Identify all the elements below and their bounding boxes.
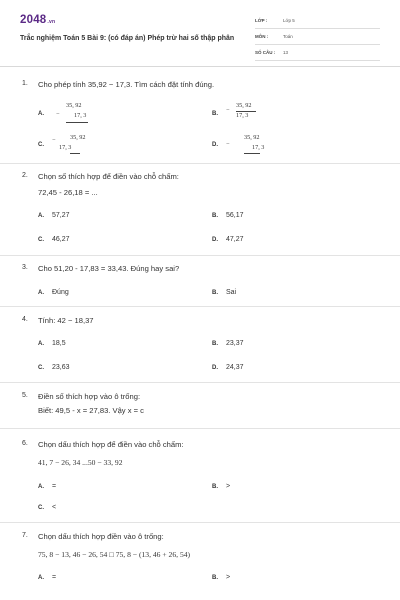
meta-label: SỐ CÂU : — [255, 50, 276, 55]
meta-label: MÔN : — [255, 34, 269, 39]
question-divider — [0, 428, 400, 429]
meta-value: Toán — [283, 34, 293, 39]
question-5 — [22, 392, 382, 422]
option-letter: A. — [38, 111, 44, 117]
option-a-vertical-subtraction[interactable]: − 35, 92 17, 3 — [56, 102, 96, 126]
option-letter: B. — [212, 111, 218, 117]
option-text: 24,37 — [226, 364, 244, 371]
option-text: 18,5 — [52, 340, 66, 347]
option-text: Đúng — [52, 289, 69, 296]
minuend: 35, 92 — [70, 134, 86, 141]
option-text: > — [226, 483, 231, 490]
question-divider — [0, 382, 400, 383]
minuend: 35, 92 — [66, 102, 82, 109]
option-a[interactable]: A. = — [38, 574, 57, 581]
question-expression: 75, 8 − 13, 46 − 26, 54 □ 75, 8 − (13, 46 + 26, 54) — [38, 550, 191, 559]
question-number: 4. — [22, 316, 28, 323]
question-4 — [22, 316, 382, 380]
question-2 — [22, 172, 382, 252]
option-a[interactable]: A. Đúng — [38, 289, 69, 296]
meta-value: Lớp 5 — [283, 18, 295, 23]
option-text: 46,27 — [52, 236, 70, 243]
question-number: 7. — [22, 532, 28, 539]
question-3 — [22, 264, 382, 304]
option-b[interactable]: B. > — [212, 574, 231, 581]
option-text: > — [226, 574, 231, 581]
question-expression: Biết: 49,5 - x = 27,83. Vậy x = c — [38, 406, 144, 415]
option-text: Sai — [226, 289, 237, 296]
option-c[interactable]: C. 46,27 — [38, 236, 70, 243]
question-divider — [0, 255, 400, 256]
logo-suffix: .vn — [47, 19, 56, 25]
header-divider — [0, 66, 400, 67]
option-text: = — [52, 483, 57, 490]
question-divider — [0, 306, 400, 307]
option-b-vertical-subtraction[interactable]: − 35, 92 17, 3 — [226, 102, 266, 126]
question-number: 5. — [22, 392, 28, 399]
option-text: 47,27 — [226, 236, 244, 243]
option-c[interactable]: C. < — [38, 504, 57, 511]
site-logo[interactable] — [20, 14, 55, 26]
option-b[interactable]: B. Sai — [212, 289, 237, 296]
option-text: 57,27 — [52, 212, 70, 219]
question-text: Chọn số thích hợp để điền vào chỗ chấm: — [38, 172, 179, 181]
option-c[interactable]: C. 23,63 — [38, 364, 70, 371]
logo-main: 2048 — [20, 14, 47, 26]
question-number: 1. — [22, 80, 28, 87]
meta-row-class — [255, 16, 380, 29]
question-text: Điền số thích hợp vào ô trống: — [38, 392, 141, 401]
option-b[interactable]: B. 56,17 — [212, 212, 244, 219]
subtrahend: 17, 3 — [252, 144, 265, 151]
question-number: 6. — [22, 440, 28, 447]
subtrahend: 17, 3 — [236, 112, 249, 119]
meta-row-count — [255, 48, 380, 61]
subtrahend: 17, 3 — [59, 144, 72, 151]
option-text: = — [52, 574, 57, 581]
option-text: 56,17 — [226, 212, 244, 219]
option-d[interactable]: D. 24,37 — [212, 364, 244, 371]
question-number: 2. — [22, 172, 28, 179]
question-text: Cho 51,20 - 17,83 = 33,43. Đúng hay sai? — [38, 264, 180, 273]
option-a[interactable]: A. 18,5 — [38, 340, 66, 347]
meta-info — [255, 16, 380, 64]
question-divider — [0, 522, 400, 523]
question-text: Tính: 42 − 18,37 — [38, 316, 94, 325]
question-expression: 72,45 - 26,18 = ... — [38, 188, 98, 197]
subtrahend: 17, 3 — [74, 112, 87, 119]
question-6 — [22, 440, 382, 520]
minuend: 35, 92 — [244, 134, 260, 141]
meta-label: LỚP : — [255, 18, 268, 23]
question-7 — [22, 532, 382, 592]
option-letter: C. — [38, 142, 44, 148]
option-a[interactable]: A. = — [38, 483, 57, 490]
question-1 — [22, 80, 382, 160]
meta-row-subject — [255, 32, 380, 45]
question-divider — [0, 163, 400, 164]
question-text: Cho phép tính 35,92 − 17,3. Tìm cách đặt tính đúng. — [38, 80, 215, 89]
option-letter: D. — [212, 142, 218, 148]
worksheet-header — [20, 14, 380, 64]
option-d-vertical-subtraction[interactable]: − 35, 92 17, 3 — [226, 134, 276, 160]
question-text: Chọn dấu thích hợp điền vào ô trống: — [38, 532, 164, 541]
question-expression: 41, 7 − 26, 34 ...50 − 33, 92 — [38, 458, 123, 467]
option-text: 23,37 — [226, 340, 244, 347]
question-text: Chọn dấu thích hợp để điền vào chỗ chấm: — [38, 440, 184, 449]
minuend: 35, 92 — [236, 102, 252, 109]
option-a[interactable]: A. 57,27 — [38, 212, 70, 219]
option-text: < — [52, 504, 57, 511]
option-text: 23,63 — [52, 364, 70, 371]
option-c-vertical-subtraction[interactable]: − 35, 92 17, 3 — [52, 134, 92, 160]
question-number: 3. — [22, 264, 28, 271]
option-b[interactable]: B. 23,37 — [212, 340, 244, 347]
option-d[interactable]: D. 47,27 — [212, 236, 244, 243]
meta-value: 13 — [283, 50, 289, 55]
option-b[interactable]: B. > — [212, 483, 231, 490]
document-title: Trắc nghiệm Toán 5 Bài 9: (có đáp án) Phép trừ hai số thập phân — [20, 35, 235, 42]
